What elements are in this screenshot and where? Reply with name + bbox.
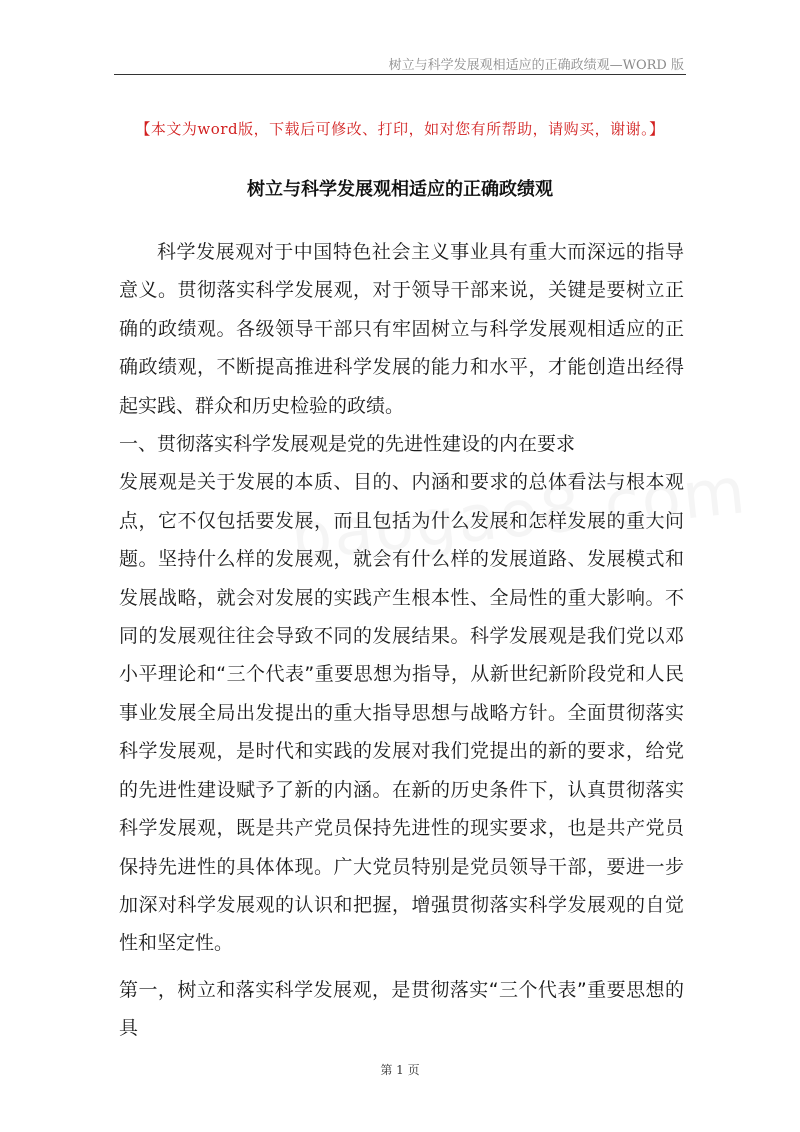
document-title: 树立与科学发展观相适应的正确政绩观 <box>247 179 553 200</box>
purchase-notice: 【本文为word版，下载后可修改、打印，如对您有所帮助，请购买，谢谢。】 <box>135 120 665 138</box>
running-header: 树立与科学发展观相适应的正确政绩观—WORD 版 <box>388 58 684 73</box>
paragraph-point-1: 第一，树立和落实科学发展观，是贯彻落实“三个代表”重要思想的具 <box>119 978 684 1040</box>
section-heading-1: 一、贯彻落实科学发展观是党的先进性建设的内在要求 <box>119 433 576 456</box>
paragraph-section-1: 发展观是关于发展的本质、目的、内涵和要求的总体看法与根本观点，它不仅包括要发展，而且包括为什么发展和怎样发展的重大问题。坚持什么样的发展观，就会有什么样的发展道路、发展模式和发展战略，就会对发展的实践产生根本性、全局性的重大影响。不同的发展观往往会导致不同的发展结果。科学发展观是我们党以邓小平理论和“三个代表”重要思想为指导，从新世纪新阶段党和人民事业发展全局出发提出的重大指导思想与战略方针。全面贯彻落实科学发展观，是时代和实践的发展对我们党提出的新的要求，给党的先进性建设赋予了新的内涵。在新的历史条件下，认真贯彻落实科学发展观，既是共产党员保持先进性的现实要求，也是共产党员保持先进性的具体体现。广大党员特别是党员领导干部，要进一步加深对科学发展观的认识和把握，增强贯彻落实科学发展观的自觉性和坚定性。 <box>119 471 684 955</box>
header-divider <box>114 74 686 75</box>
document-body <box>119 233 684 1048</box>
page-number: 第 1 页 <box>380 1063 420 1077</box>
paragraph-intro: 科学发展观对于中国特色社会主义事业具有重大而深远的指导意义。贯彻落实科学发展观，对于领导干部来说，关键是要树立正确的政绩观。各级领导干部只有牢固树立与科学发展观相适应的正确政绩观，不断提高推进科学发展的能力和水平，才能创造出经得起实践、群众和历史检验的政绩。 <box>119 241 684 417</box>
